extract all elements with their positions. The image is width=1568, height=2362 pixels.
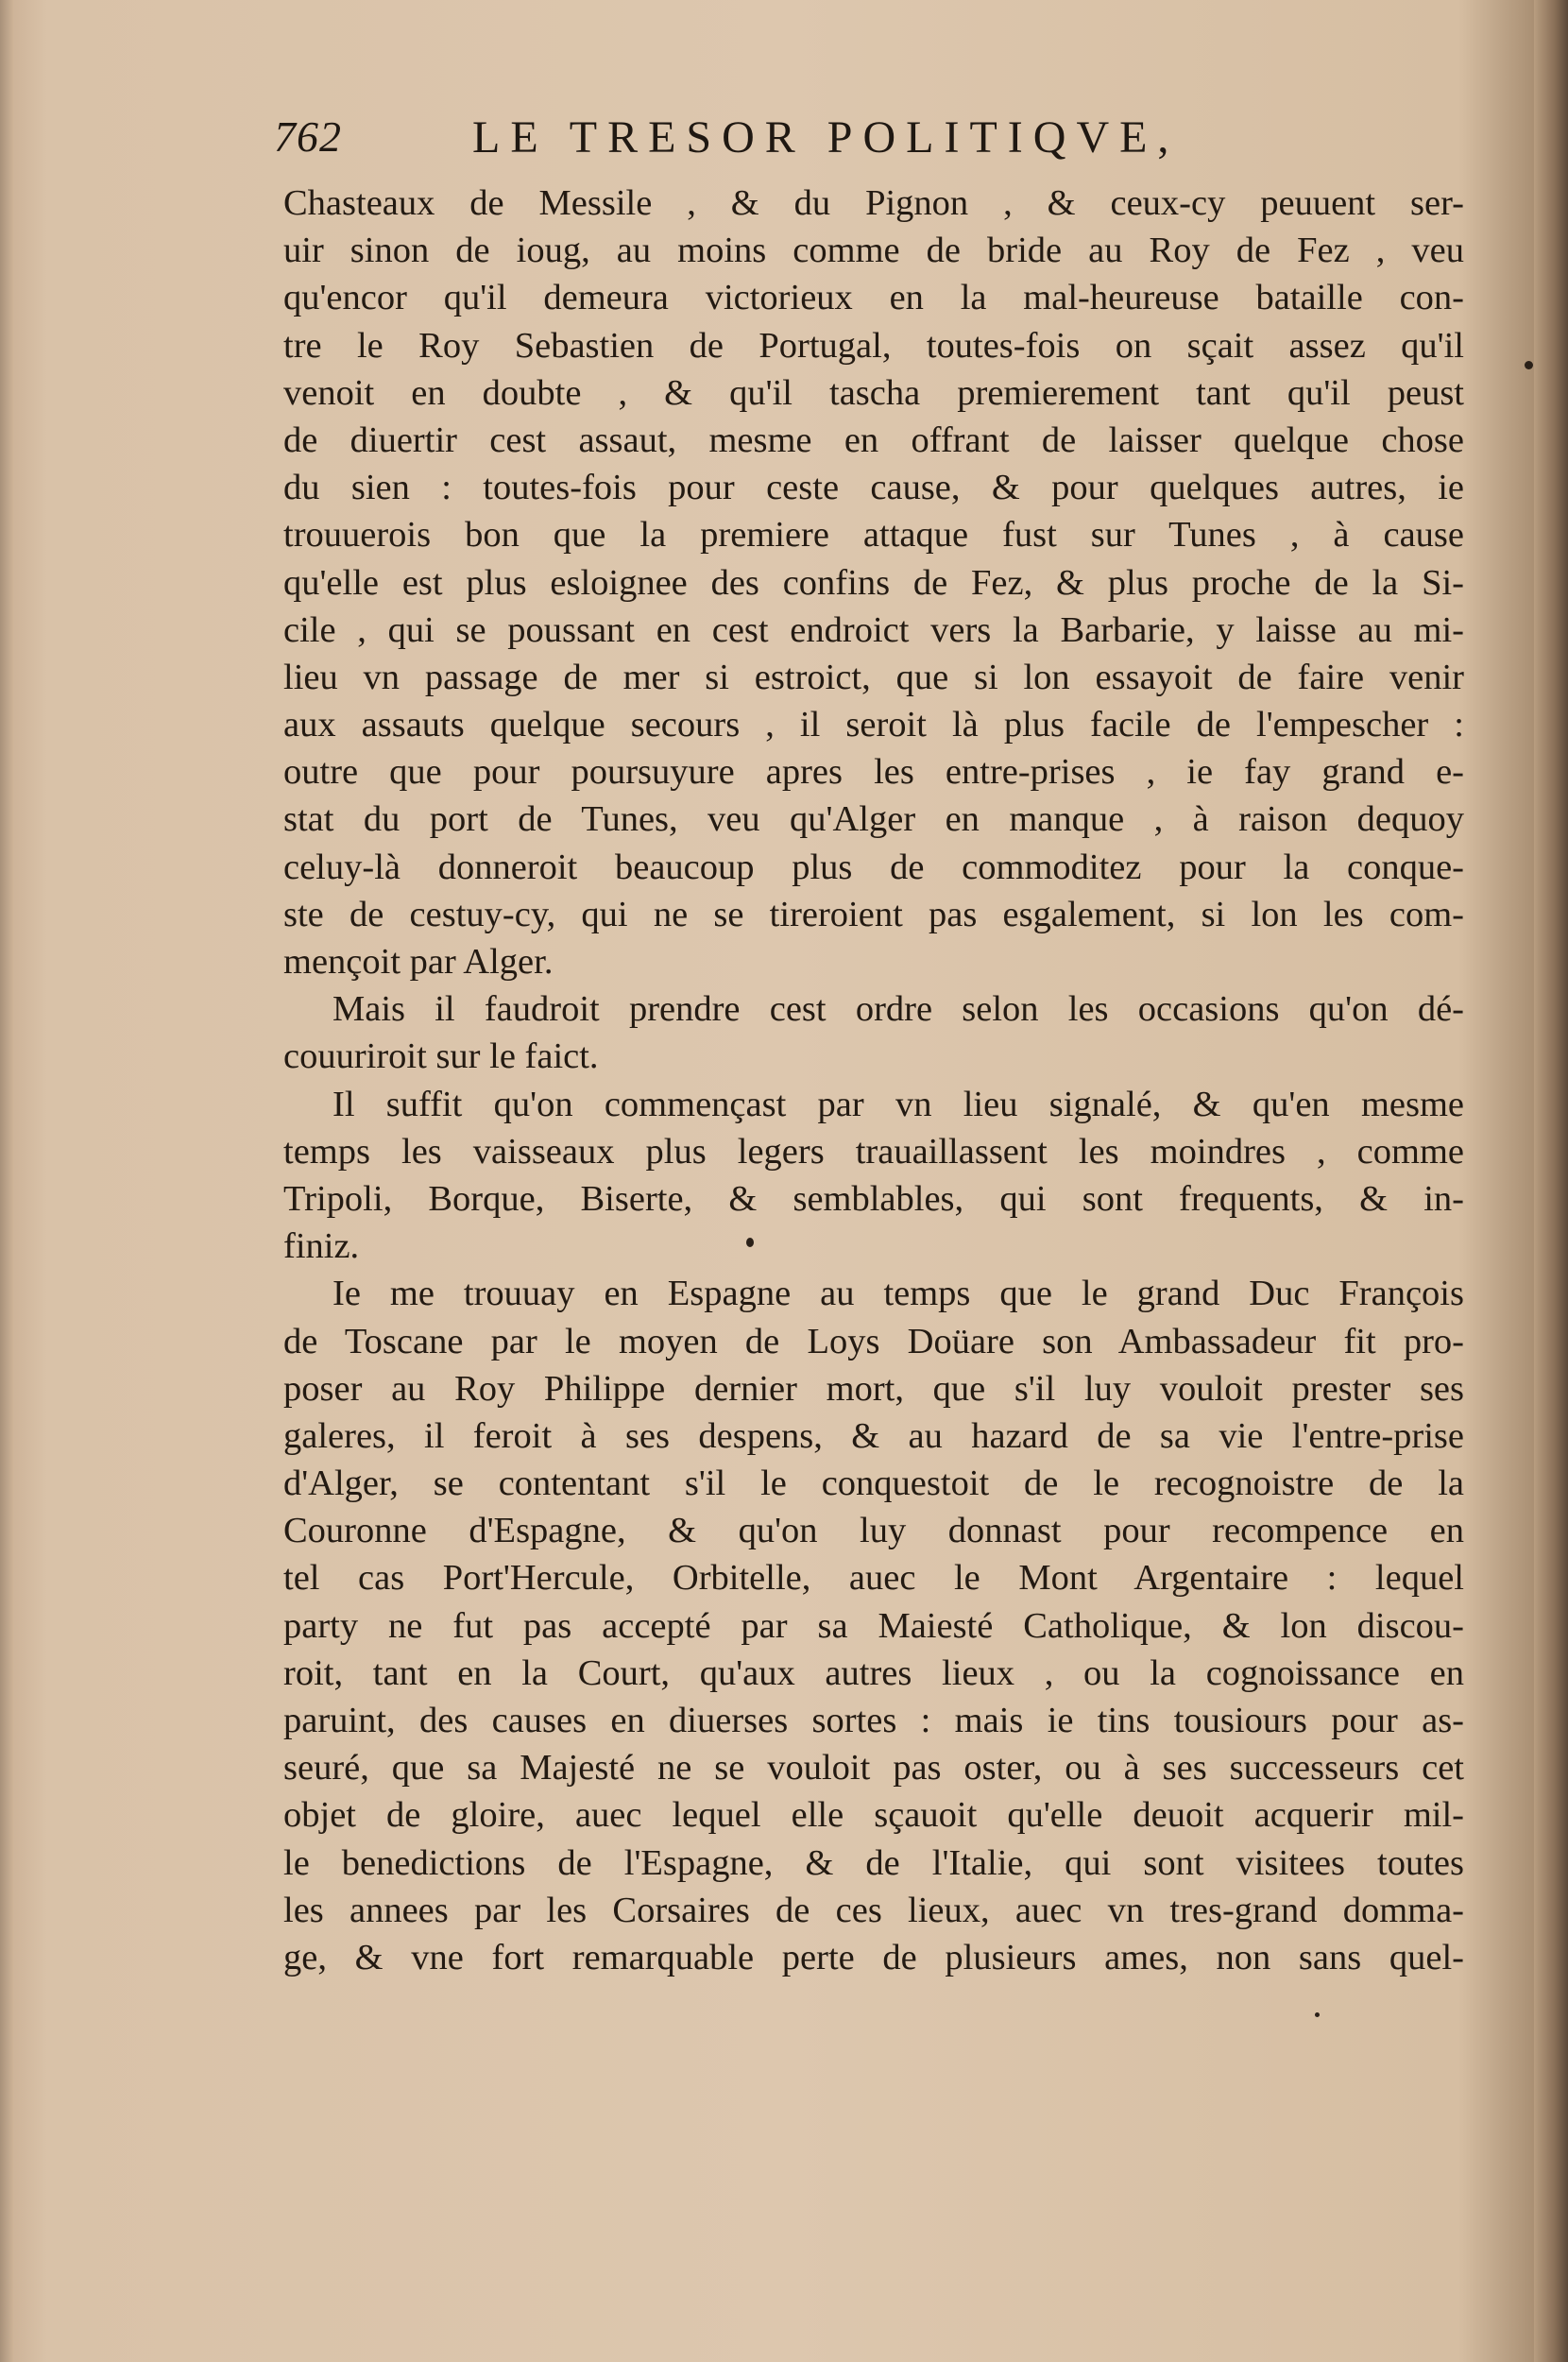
text-line: outre que pour poursuyure apres les entre-prises , ie fay grand e-: [283, 752, 1464, 793]
running-title: LE TRESOR POLITIQVE,: [472, 112, 1180, 163]
text-line: aux assauts quelque secours , il seroit là plus facile de l'empescher :: [283, 705, 1464, 745]
text-line: Tripoli, Borque, Biserte, & semblables, qui sont frequents, & in-: [283, 1178, 1464, 1219]
text-line: finiz.: [283, 1226, 360, 1267]
text-line: venoit en doubte , & qu'il tascha premierement tant qu'il peust: [283, 372, 1464, 413]
text-line: poser au Roy Philippe dernier mort, que s'il luy vouloit prester ses: [283, 1368, 1464, 1409]
text-line: cile , qui se poussant en cest endroict vers la Barbarie, y laisse au mi-: [283, 609, 1464, 650]
text-line: lieu vn passage de mer si estroict, que si lon essayoit de faire venir: [283, 657, 1464, 697]
ink-speck: [1525, 361, 1533, 369]
page-left-edge: [0, 0, 13, 2362]
page-gutter-shadow: [1534, 0, 1568, 2362]
text-line: party ne fut pas accepté par sa Maiesté Catholique, & lon discou-: [283, 1605, 1464, 1646]
ink-speck: [746, 1238, 754, 1247]
text-line: ste de cestuy-cy, qui ne se tireroient pas esgalement, si lon les com-: [283, 894, 1464, 934]
text-line: tel cas Port'Hercule, Orbitelle, auec le Mont Argentaire : lequel: [283, 1558, 1464, 1599]
text-line: celuy-là donneroit beaucoup plus de commoditez pour la conque-: [283, 847, 1464, 887]
text-line: du sien : toutes-fois pour ceste cause, & pour quelques autres, ie: [283, 468, 1464, 508]
page-header: [274, 111, 1464, 178]
text-line: paruint, des causes en diuerses sortes : mais ie tins tousiours pour as-: [283, 1701, 1464, 1740]
text-line: couuriroit sur le faict.: [283, 1036, 599, 1077]
text-line: stat du port de Tunes, veu qu'Alger en manque , à raison dequoy: [283, 799, 1464, 840]
text-line: Il suffit qu'on commençast par vn lieu signalé, & qu'en mesme: [332, 1084, 1464, 1124]
text-line: le benedictions de l'Espagne, & de l'Italie, qui sont visitees toutes: [283, 1842, 1464, 1883]
ink-speck: [1315, 2012, 1320, 2017]
text-line: tre le Roy Sebastien de Portugal, toutes-fois on sçait assez qu'il: [283, 325, 1464, 366]
text-line: de diuertir cest assaut, mesme en offrant de laisser quelque chose: [283, 419, 1464, 460]
text-line: qu'encor qu'il demeura victorieux en la mal-heureuse bataille con-: [283, 278, 1464, 318]
text-line: roit, tant en la Court, qu'aux autres lieux , ou la cognoissance en: [283, 1652, 1464, 1693]
text-line: galeres, il feroit à ses despens, & au hazard de sa vie l'entre-prise: [283, 1415, 1464, 1456]
body-text: [283, 180, 1464, 1981]
text-line: d'Alger, se contentant s'il le conquestoit de le recognoistre de la: [283, 1463, 1464, 1504]
text-line: de Toscane par le moyen de Loys Doüare son Ambassadeur fit pro-: [283, 1321, 1464, 1361]
text-line: les annees par les Corsaires de ces lieux, auec vn tres-grand domma-: [283, 1890, 1464, 1930]
text-line: qu'elle est plus esloignee des confins de Fez, & plus proche de la Si-: [283, 562, 1464, 603]
text-line: mençoit par Alger.: [283, 942, 554, 982]
text-line: ge, & vne fort remarquable perte de plusieurs ames, non sans quel-: [283, 1937, 1464, 1977]
text-line: Ie me trouuay en Espagne au temps que le grand Duc François: [332, 1274, 1464, 1314]
text-line: trouuerois bon que la premiere attaque fust sur Tunes , à cause: [283, 515, 1464, 556]
text-line: Chasteaux de Messile , & du Pignon , & ceux-cy peuuent ser-: [283, 183, 1464, 223]
text-line: temps les vaisseaux plus legers trauaillassent les moindres , comme: [283, 1131, 1464, 1172]
text-line: seuré, que sa Majesté ne se vouloit pas oster, ou à ses successeurs cet: [283, 1748, 1464, 1789]
text-line: objet de gloire, auec lequel elle sçauoit qu'elle deuoit acquerir mil-: [283, 1795, 1464, 1836]
page-number: 762: [274, 112, 342, 161]
text-line: uir sinon de ioug, au moins comme de bride au Roy de Fez , veu: [283, 231, 1464, 271]
text-line: Mais il faudroit prendre cest ordre selon les occasions qu'on dé-: [332, 989, 1464, 1030]
text-line: Couronne d'Espagne, & qu'on luy donnast pour recompence en: [283, 1511, 1464, 1551]
